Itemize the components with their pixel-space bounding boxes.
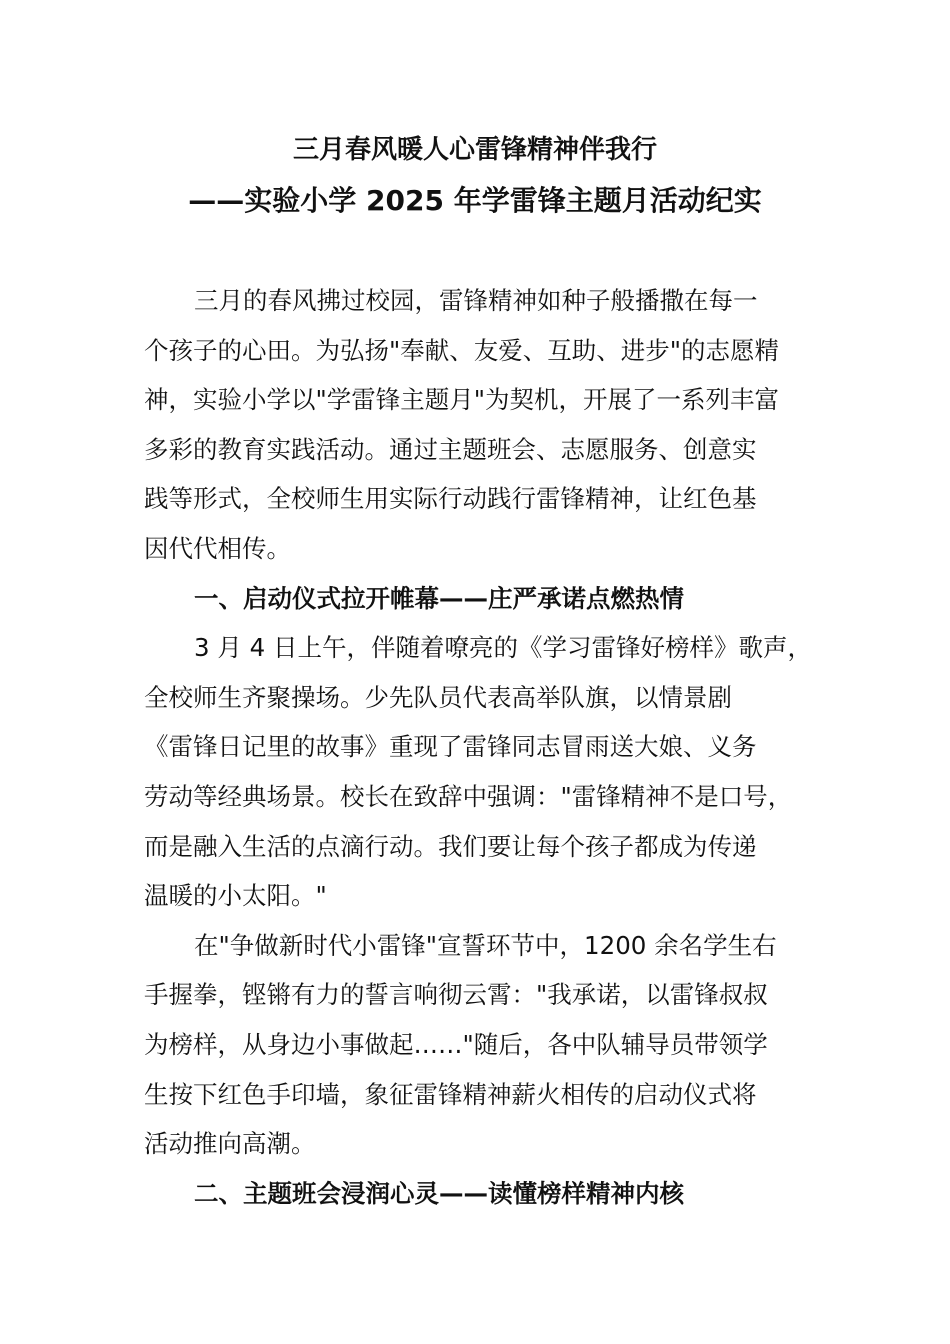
paragraph-line: 践等形式，全校师生用实际行动践行雷锋精神，让红色基 bbox=[144, 484, 757, 514]
paragraph-line: 活动推向高潮。 bbox=[144, 1129, 316, 1159]
paragraph-line: 因代代相传。 bbox=[144, 533, 291, 563]
section-heading-1: 一、启动仪式拉开帷幕——庄严承诺点燃热情 bbox=[194, 583, 684, 613]
paragraph-line: 神，实验小学以"学雷锋主题月"为契机，开展了一系列丰富 bbox=[144, 385, 780, 415]
paragraph-line: 个孩子的心田。为弘扬"奉献、友爱、互助、进步"的志愿精 bbox=[144, 335, 780, 365]
paragraph-line: 3 月 4 日上午，伴随着嘹亮的《学习雷锋好榜样》歌声， bbox=[194, 633, 813, 663]
paragraph-line: 多彩的教育实践活动。通过主题班会、志愿服务、创意实 bbox=[144, 434, 757, 464]
document-subtitle: ——实验小学 2025 年学雷锋主题月活动纪实 bbox=[188, 184, 762, 217]
paragraph-line: 而是融入生活的点滴行动。我们要让每个孩子都成为传递 bbox=[144, 831, 757, 861]
paragraph-line: 温暖的小太阳。" bbox=[144, 881, 327, 911]
document-body bbox=[144, 276, 834, 1218]
paragraph-line: 劳动等经典场景。校长在致辞中强调："雷锋精神不是口号， bbox=[144, 781, 793, 811]
document-title: 三月春风暖人心雷锋精神伴我行 bbox=[292, 135, 657, 165]
paragraph-line: 全校师生齐聚操场。少先队员代表高举队旗，以情景剧 bbox=[144, 682, 732, 712]
paragraph-line: 为榜样，从身边小事做起……"随后，各中队辅导员带领学 bbox=[144, 1029, 768, 1059]
paragraph-line: 生按下红色手印墙，象征雷锋精神薪火相传的启动仪式将 bbox=[144, 1079, 757, 1109]
paragraph-line: 三月的春风拂过校园，雷锋精神如种子般播撒在每一 bbox=[194, 286, 758, 315]
paragraph-line: 《雷锋日记里的故事》重现了雷锋同志冒雨送大娘、义务 bbox=[144, 732, 757, 762]
paragraph-line: 手握拳，铿锵有力的誓言响彻云霄："我承诺，以雷锋叔叔 bbox=[144, 980, 768, 1010]
section-heading-2: 二、主题班会浸润心灵——读懂榜样精神内核 bbox=[194, 1178, 684, 1208]
paragraph-line: 在"争做新时代小雷锋"宣誓环节中，1200 余名学生右 bbox=[194, 930, 777, 960]
